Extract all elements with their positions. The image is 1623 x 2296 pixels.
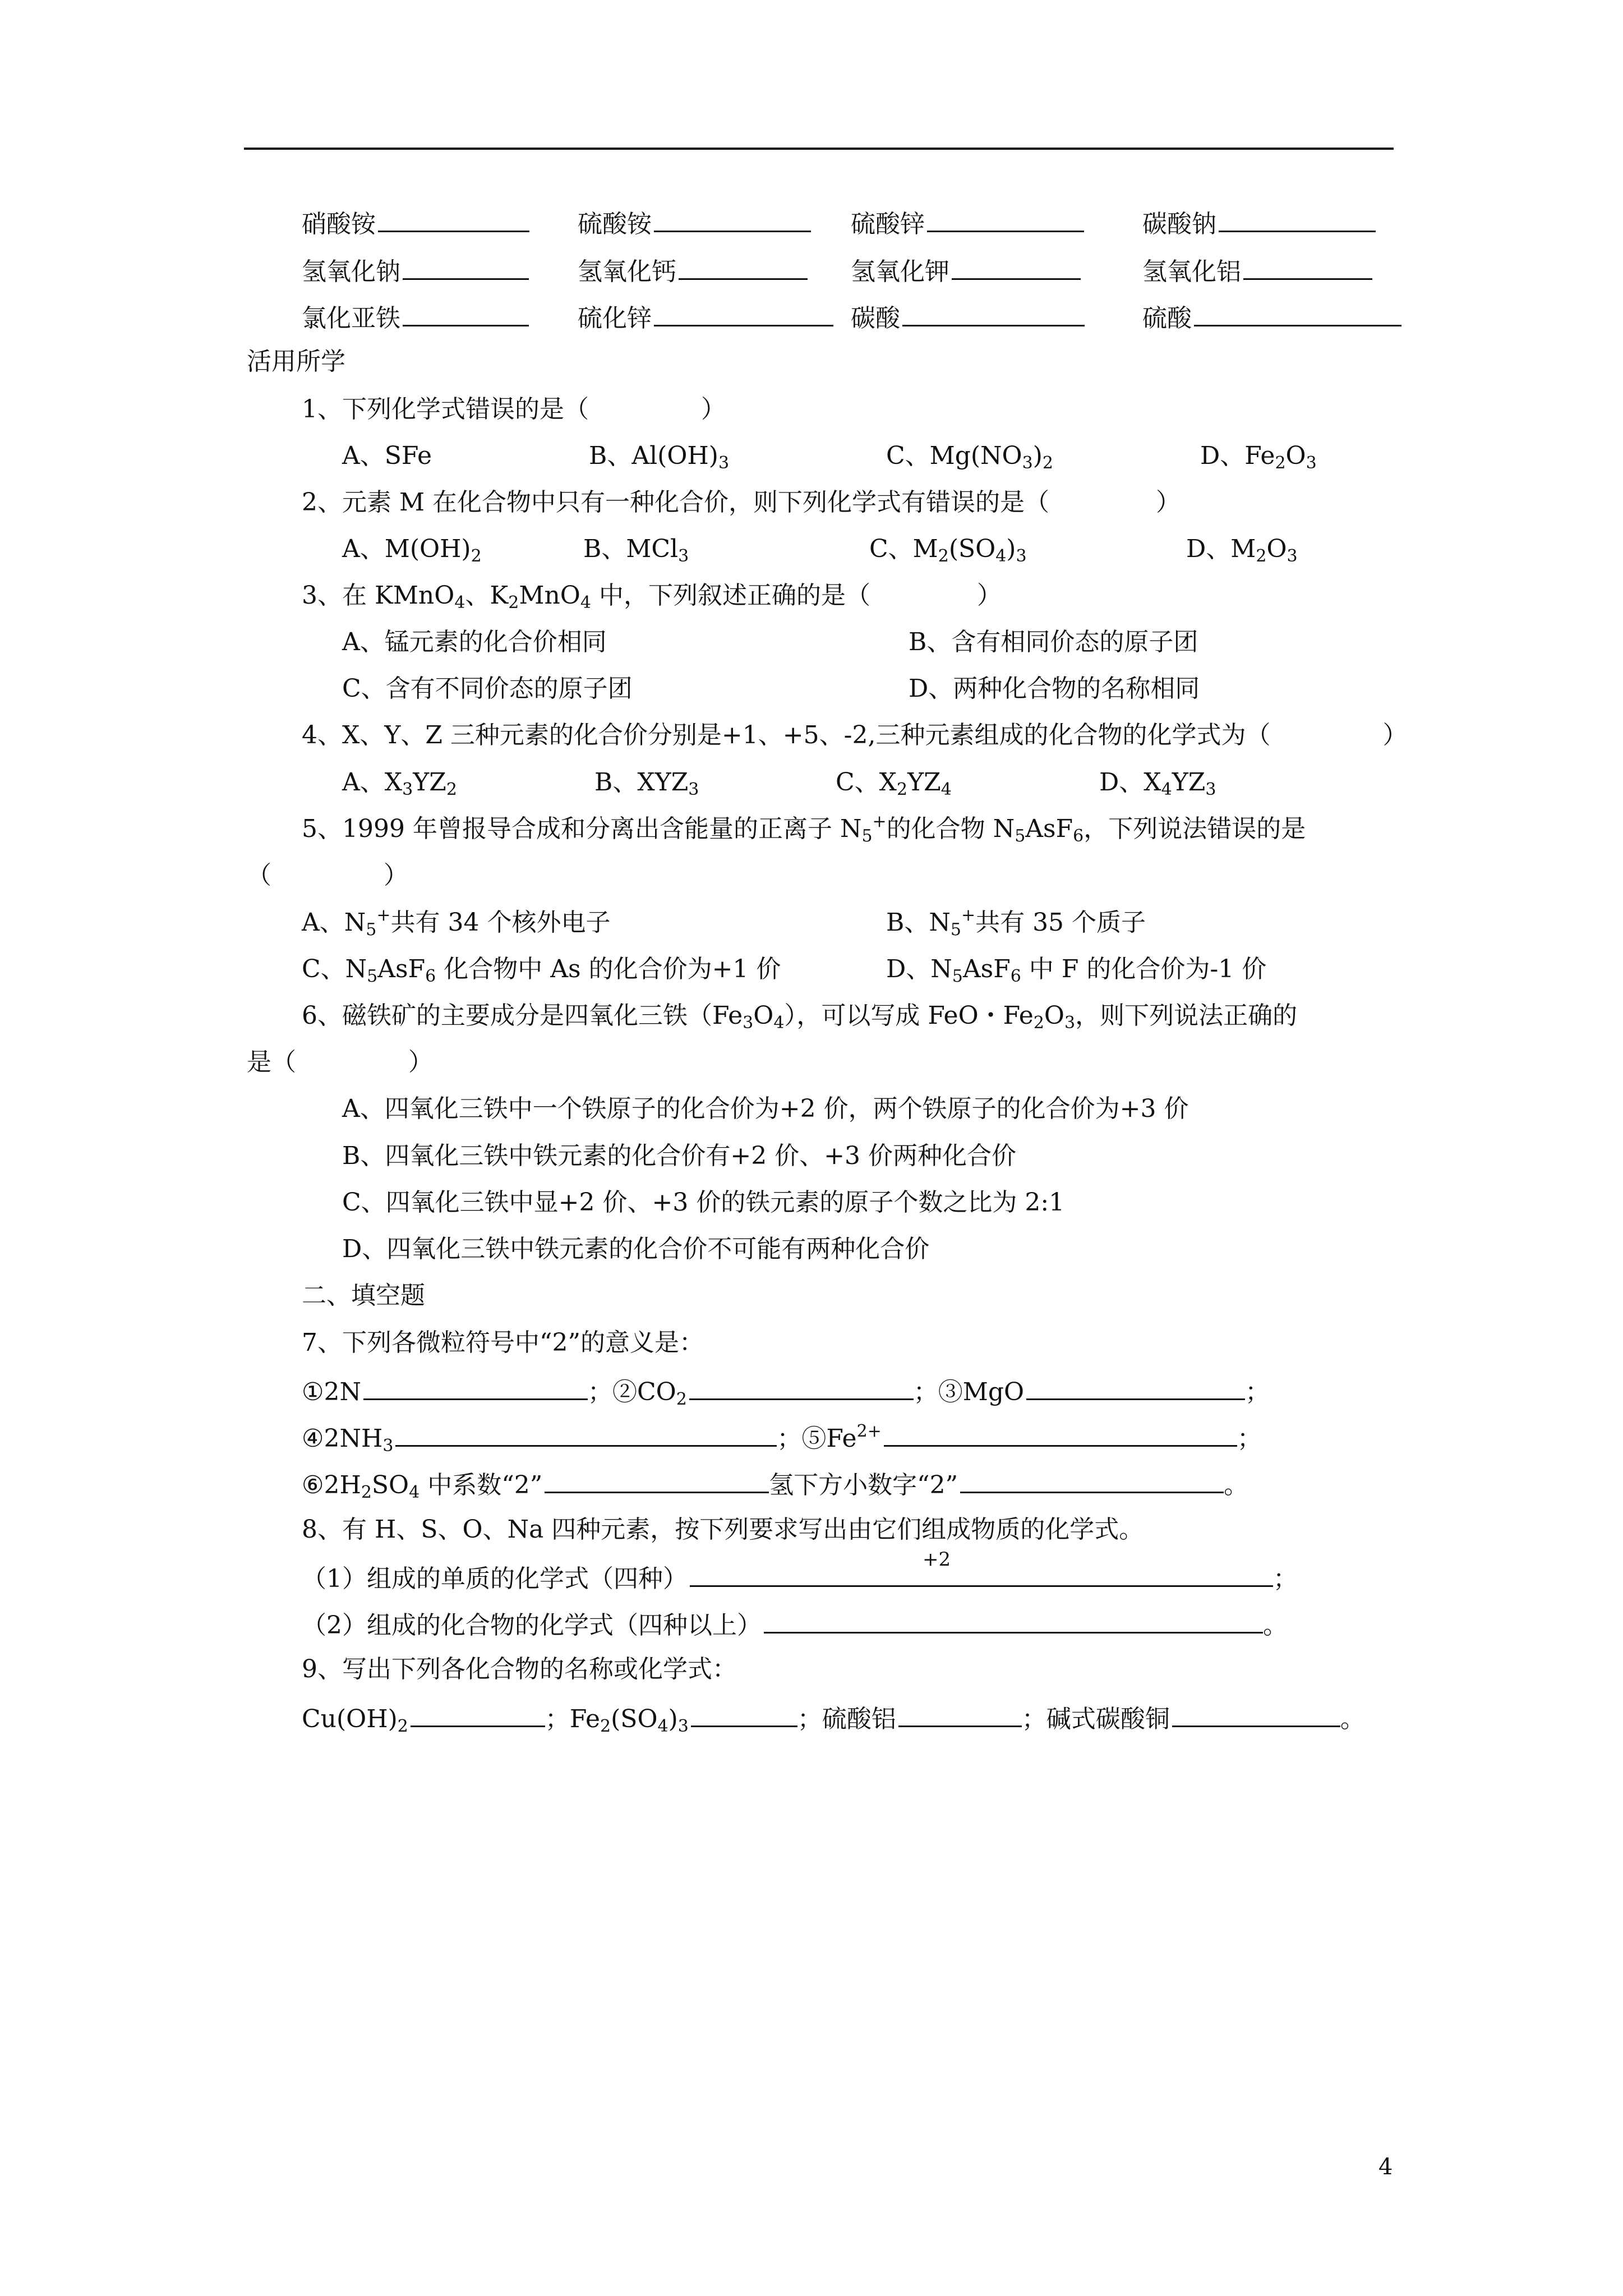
q3-option-b: B、含有相同价态的原子团 bbox=[909, 628, 1198, 656]
q5-option-b: B、$N_5^+$共有 35 个质子 bbox=[886, 905, 1146, 940]
question-4: 4、X、Y、Z 三种元素的化合价分别是+1、+5、-2,三种元素组成的化合物的化学式为（ ） bbox=[302, 721, 1408, 749]
q6-option-b: B、四氧化三铁中铁元素的化合价有+2 价、+3 价两种化合价 bbox=[342, 1142, 1017, 1170]
question-3: 3、在 KMnO$_4$、$K_2MnO_4$ 中，下列叙述正确的是（ ） bbox=[302, 581, 1002, 613]
question-7: 7、下列各微粒符号中“2”的意义是： bbox=[302, 1328, 704, 1357]
valence-mark: +2 bbox=[923, 1548, 951, 1571]
grid-item: 硫化锌 bbox=[578, 300, 833, 334]
q2-option-d: D、$M_2O_3$ bbox=[1186, 535, 1298, 566]
q2-option-b: B、MCl$_3$ bbox=[583, 535, 689, 566]
grid-item: 氢氧化钾 bbox=[851, 254, 1081, 288]
q2-option-c: C、$M_2(SO_4)_3$ bbox=[869, 535, 1027, 566]
grid-item: 氢氧化铝 bbox=[1142, 254, 1372, 288]
q3-option-a: A、锰元素的化合价相同 bbox=[342, 628, 607, 656]
q4-option-b: B、$XYZ_3$ bbox=[594, 768, 699, 799]
q9-line: $Cu(OH)_2$ ；$Fe_2(SO_4)_3$ ；硫酸铝 ；碱式碳酸铜 。 bbox=[302, 1701, 1365, 1735]
header-rule bbox=[244, 148, 1394, 150]
q7-line-3: $⑥2H_2SO_4$ 中系数“2” 氢下方小数字“2” 。 bbox=[302, 1467, 1248, 1501]
q1-option-c: C、$Mg(NO_3)_2$ bbox=[886, 441, 1053, 473]
q4-option-d: D、$X_4YZ_3$ bbox=[1099, 768, 1216, 799]
question-5: 5、1999 年曾报导合成和分离出含能量的正离子 $N_5^+$的化合物 $N_5AsF_6$，下列说法错误的是 bbox=[302, 812, 1306, 846]
q7-line-2: $④2NH_3$ ；$⑤Fe^{2+}$ ； bbox=[302, 1421, 1262, 1456]
q1-option-a: A、SFe bbox=[342, 441, 432, 470]
q6-option-d: D、四氧化三铁中铁元素的化合价不可能有两种化合价 bbox=[342, 1235, 930, 1263]
q5-answer-paren: （ ） bbox=[247, 861, 408, 890]
page-number: 4 bbox=[1378, 2154, 1393, 2180]
grid-item: 硫酸 bbox=[1142, 300, 1401, 334]
q6-option-c: C、四氧化三铁中显+2 价、+3 价的铁元素的原子个数之比为 2:1 bbox=[342, 1188, 1065, 1217]
q7-line-1: ①2N ；$②CO_2$ ；③MgO ； bbox=[302, 1374, 1270, 1408]
section-title: 活用所学 bbox=[247, 347, 345, 376]
q3-option-c: C、含有不同价态的原子团 bbox=[342, 674, 633, 703]
q6-answer-paren: 是（ ） bbox=[247, 1048, 433, 1076]
q5-option-d: D、$N_5AsF_6$ 中 F 的化合价为-1 价 bbox=[886, 955, 1267, 986]
grid-item: 氢氧化钠 bbox=[302, 254, 529, 288]
q1-option-b: B、$Al(OH)_3$ bbox=[589, 441, 730, 473]
question-9: 9、写出下列各化合物的名称或化学式： bbox=[302, 1655, 737, 1683]
grid-item: 硫酸铵 bbox=[578, 206, 811, 240]
grid-item: 硫酸锌 bbox=[851, 206, 1084, 240]
grid-item: 碳酸 bbox=[851, 300, 1085, 334]
q4-option-c: C、$X_2YZ_4$ bbox=[836, 768, 952, 799]
section-title-fill: 二、填空题 bbox=[302, 1281, 425, 1310]
grid-item: 硝酸铵 bbox=[302, 206, 529, 240]
question-6: 6、磁铁矿的主要成分是四氧化三铁$(Fe_3O_4)$，可以写成 FeO・$Fe_2O_3$，则下列说法正确的 bbox=[302, 1001, 1298, 1033]
q3-option-d: D、两种化合物的名称相同 bbox=[909, 674, 1200, 703]
grid-item: 碳酸钠 bbox=[1142, 206, 1376, 240]
q1-option-d: D、$Fe_2O_3$ bbox=[1200, 441, 1317, 473]
grid-item: 氢氧化钙 bbox=[578, 254, 808, 288]
grid-item: 氯化亚铁 bbox=[302, 300, 529, 334]
question-8: 8、有 H、S、O、Na 四种元素，按下列要求写出由它们组成物质的化学式。 bbox=[302, 1515, 1144, 1544]
q5-option-a: A、$N_5^+$共有 34 个核外电子 bbox=[302, 905, 611, 940]
q8-part-1: （1）组成的单质的化学式（四种） ； bbox=[302, 1561, 1298, 1595]
q2-option-a: A、$M(OH)_2$ bbox=[342, 535, 482, 566]
question-2: 2、元素 M 在化合物中只有一种化合价，则下列化学式有错误的是（ ） bbox=[302, 488, 1181, 517]
q4-option-a: A、$X_3YZ_2$ bbox=[342, 768, 457, 799]
question-1: 1、下列化学式错误的是（ ） bbox=[302, 395, 726, 424]
q8-part-2: （2）组成的化合物的化学式（四种以上） 。 bbox=[302, 1607, 1288, 1641]
q5-option-c: C、$N_5AsF_6$ 化合物中 As 的化合价为+1 价 bbox=[302, 955, 781, 986]
q6-option-a: A、四氧化三铁中一个铁原子的化合价为+2 价，两个铁原子的化合价为+3 价 bbox=[342, 1094, 1189, 1123]
